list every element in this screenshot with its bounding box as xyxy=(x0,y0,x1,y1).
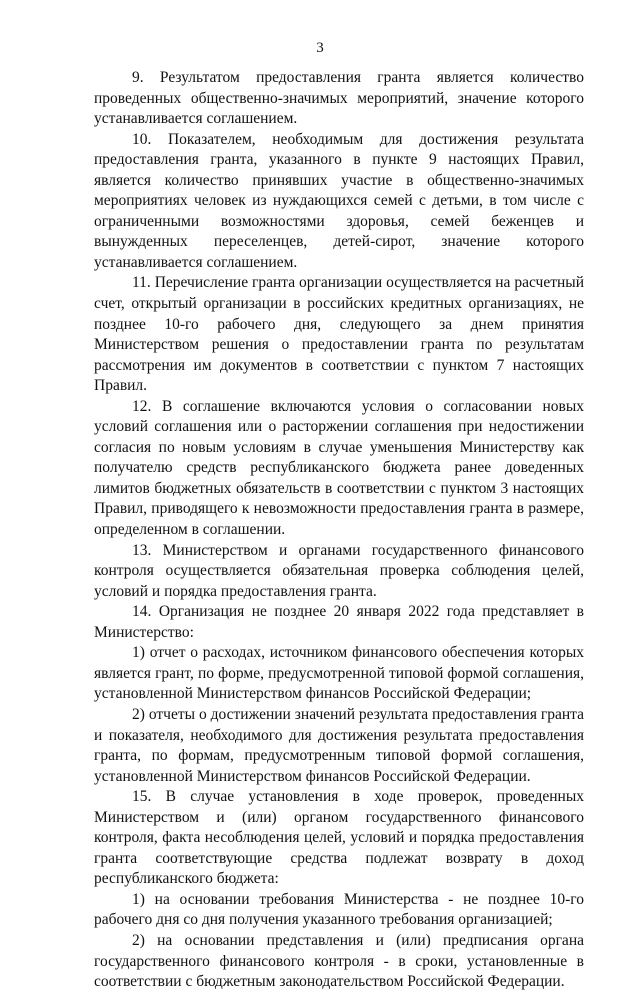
paragraph-15-item-1: 1) на основании требования Министерства - не позднее 10-го рабочего дня со дня получения указанного требования организацией; xyxy=(94,890,584,929)
paragraph-13: 13. Министерством и органами государственного финансового контроля осуществляется обязательная проверка соблюдения целей, условий и порядка предоставления гранта. xyxy=(94,541,584,600)
paragraph-12: 12. В соглашение включаются условия о согласовании новых условий соглашения или о расторжении соглашения при недостижении согласия по новым условиям в случае уменьшения Министерству как получателю средств республиканского бюджета ранее доведенных лимитов бюджетных обязательств в соответствии с пунктом 3 настоящих Правил, приводящего к невозможности предоставления гранта в размере, определенном в соглашении. xyxy=(94,397,584,539)
paragraph-14-item-1: 1) отчет о расходах, источником финансового обеспечения которых является грант, по форме, предусмотренной типовой формой соглашения, установленной Министерством финансов Российской Федерации; xyxy=(94,644,584,703)
paragraph-14: 14. Организация не позднее 20 января 2022 года представляет в Министерство: xyxy=(94,603,584,641)
document-body xyxy=(94,68,584,993)
paragraph-10: 10. Показателем, необходимым для достижения результата предоставления гранта, указанного в пункте 9 настоящих Правил, является количество принявших участие в общественно-значимых мероприятиях человек из нуждающихся семей с детьми, в том числе с ограниченными возможностями здоровья, семей беженцев и вынужденных переселенцев, детей-сирот, значение которого устанавливается соглашением. xyxy=(94,130,584,271)
paragraph-15: 15. В случае установления в ходе проверок, проведенных Министерством и (или) органом государственного финансового контроля, факта несоблюдения целей, условий и порядка предоставления гранта соответствующие средства подлежат возврату в доход республиканского бюджета: xyxy=(94,788,584,888)
page-number: 3 xyxy=(316,40,324,56)
paragraph-15-item-2: 2) на основании представления и (или) предписания органа государственного финансового контроля - в сроки, установленные в соответствии с бюджетным законодательством Российской Федерации. xyxy=(94,931,584,991)
paragraph-14-item-2: 2) отчеты о достижении значений результата предоставления гранта и показателя, необходимого для достижения результата предоставления гранта, по формам, предусмотренным типовой формой соглашения, установленной Министерством финансов Российской Федерации. xyxy=(94,705,584,785)
paragraph-9: 9. Результатом предоставления гранта является количество проведенных общественно-значимых мероприятий, значение которого устанавливается соглашением. xyxy=(94,69,584,128)
paragraph-11: 11. Перечисление гранта организации осуществляется на расчетный счет, открытый организации в российских кредитных организациях, не позднее 10-го рабочего дня, следующего за днем принятия Министерством решения о предоставлении гранта по результатам рассмотрения им документов в соответствии с пунктом 7 настоящих Правил. xyxy=(94,274,584,395)
